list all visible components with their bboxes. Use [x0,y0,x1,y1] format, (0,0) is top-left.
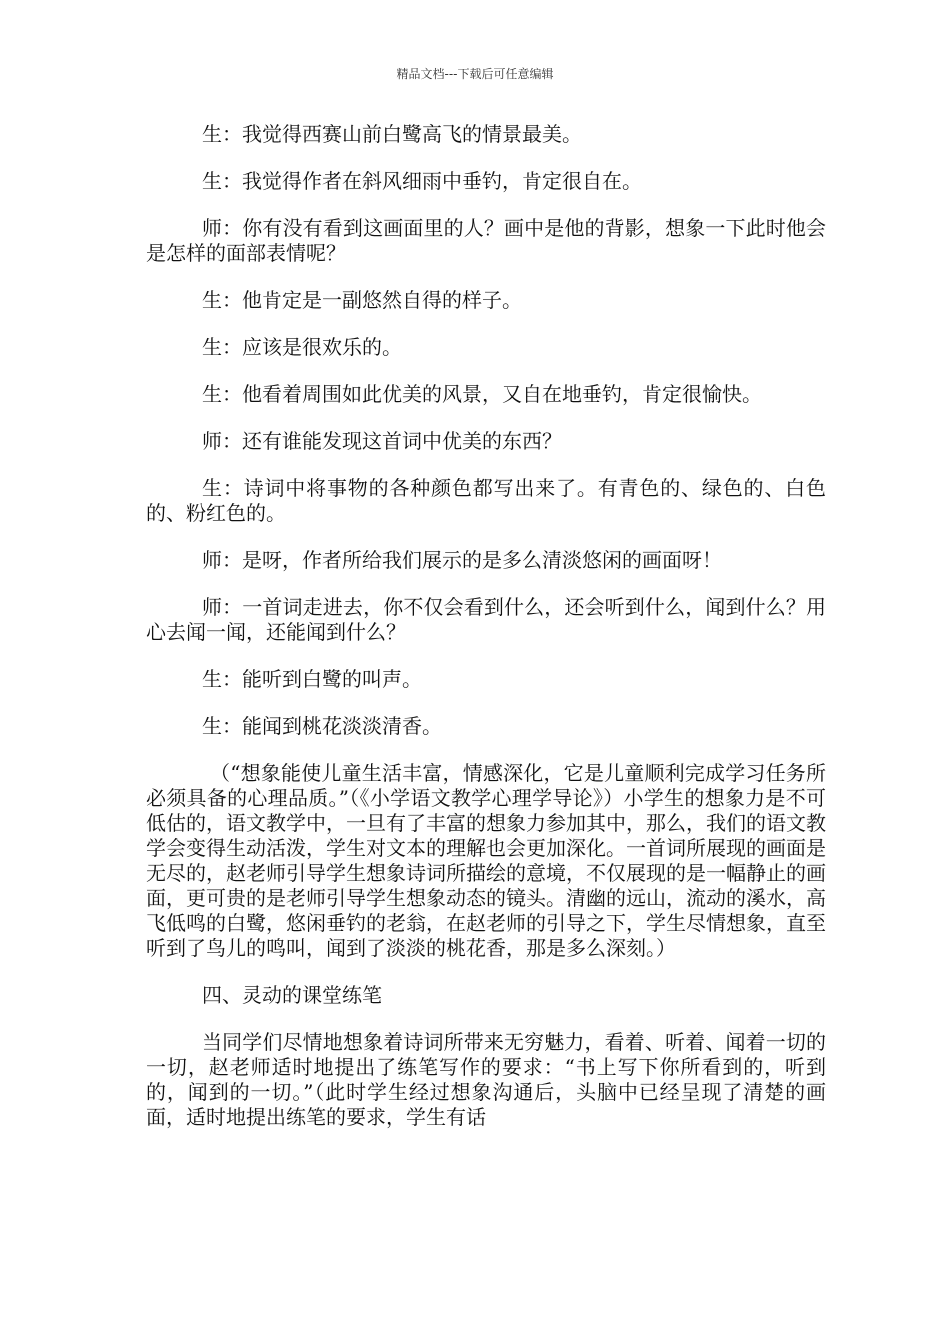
section-heading: 四、灵动的课堂练笔 [202,983,382,1007]
commentary-paragraph: （“想象能使儿童生活丰富，情感深化，它是儿童顺利完成学习任务所必须具备的心理品质。”（《小学语文教学心理学导论》）小学生的想象力是不可低估的，语文教学中，一旦有了丰富的想象力参加其中，那么，我们的语文教学会变得生动活泼，学生对文本的理解也会更加深化。一首词所展现的画面是无尽的，赵老师引导学生想象诗词所描绘的意境，不仅展现的是一幅静止的画面，更可贵的是老师引导学生想象动态的镜头。清幽的远山，流动的溪水，高飞低鸣的白鹭，悠闲垂钓的老翁，在赵老师的引导之下，学生尽情想象，直至听到了鸟儿的鸣叫，闻到了淡淡的桃花香，那是多么深刻。） [146,761,826,960]
paragraph: 师：一首词走进去，你不仅会看到什么，还会听到什么，闻到什么？用心去闻一闻，还能闻到什么？ [146,595,826,644]
paragraph: 生：能闻到桃花淡淡清香。 [202,714,442,738]
paragraph: 生：能听到白鹭的叫声。 [202,667,422,691]
paragraph: 生：他肯定是一副悠然自得的样子。 [202,288,522,312]
paragraph: 生：他看着周围如此优美的风景，又自在地垂钓，肯定很愉快。 [202,382,762,406]
page-header: 精品文档---下载后可任意编辑 [396,67,554,81]
paragraph: 师：你有没有看到这画面里的人？画中是他的背影，想象一下此时他会是怎样的面部表情呢？ [146,216,826,265]
paragraph: 生：我觉得作者在斜风细雨中垂钓，肯定很自在。 [202,169,642,193]
paragraph: 生：诗词中将事物的各种颜色都写出来了。有青色的、绿色的、白色的、粉红色的。 [146,476,826,525]
paragraph: 生：应该是很欢乐的。 [202,335,402,359]
paragraph: 师：还有谁能发现这首词中优美的东西？ [202,429,562,453]
document-body [146,122,826,1152]
paragraph: 当同学们尽情地想象着诗词所带来无穷魅力，看着、听着、闻着一切的一切，赵老师适时地提出了练笔写作的要求：“书上写下你所看到的，听到的，闻到的一切。”（此时学生经过想象沟通后，头脑中已经呈现了清楚的画面，适时地提出练笔的要求，学生有话 [146,1030,826,1129]
paragraph: 生：我觉得西赛山前白鹭高飞的情景最美。 [202,122,582,146]
paragraph: 师：是呀，作者所给我们展示的是多么清淡悠闲的画面呀！ [202,548,722,572]
